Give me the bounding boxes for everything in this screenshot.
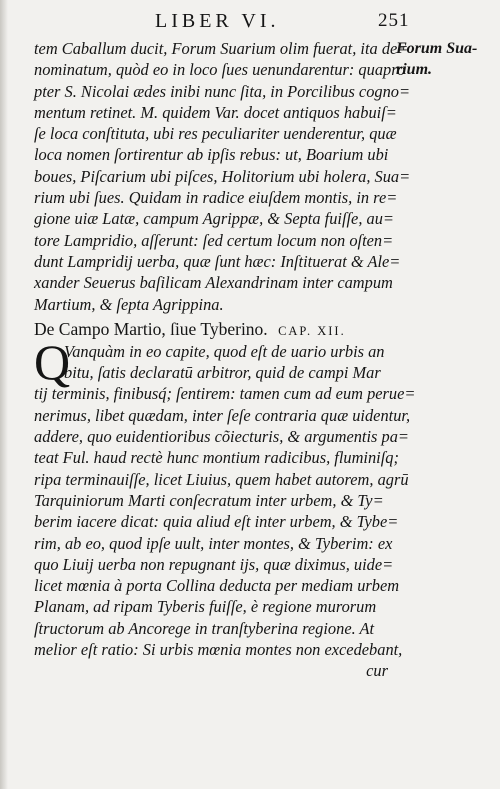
text-line: bitu, ſatis declaratū arbitror, quid de campi Mar — [64, 363, 381, 383]
chapter-heading — [34, 317, 390, 341]
margin-note-line: Forum Sua- — [396, 40, 478, 57]
text-line: boues, Piſcarium ubi piſces, Holitorium ubi holera, Sua= — [34, 166, 411, 186]
text-line: quo Liuij uerba non repugnant ijs, quæ diximus, uide= — [34, 554, 394, 574]
text-line: dunt Lampridij uerba, quæ ſunt hæc: Inſtituerat & Ale= — [34, 251, 401, 271]
text-line: Tarquiniorum Marti conſecratum inter urbem, & Ty= — [34, 490, 384, 510]
catchword: cur — [366, 661, 388, 681]
text-line: tem Caballum ducit, Forum Suarium olim fuerat, ita de= — [34, 39, 409, 58]
text-line: rium ubi ſues. Quidam in radice eiuſdem montis, in re= — [34, 188, 398, 208]
text-line: ripa terminauiſſe, licet Liuius, quem habet autorem, agrū — [34, 469, 409, 489]
running-title: LIBER VI. — [155, 10, 280, 32]
text-line: mentum retinet. M. quidem Var. docet antiquos habuiſ= — [34, 102, 397, 122]
page-number: 251 — [378, 10, 410, 31]
text-line: tore Lampridio, aſſerunt: ſed certum locum non oſten= — [34, 230, 394, 250]
page-edge-shadow — [0, 0, 8, 789]
text-line: Vanquàm in eo capite, quod eſt de uario urbis an — [64, 341, 385, 361]
text-line: licet mœnia à porta Collina deducta per mediam urbem — [34, 576, 400, 596]
margin-note-line: rium. — [396, 61, 433, 79]
text-line: loca nomen ſortirentur ab ipſis rebus: ut, Boarium ubi — [34, 145, 389, 165]
text-line: rim, ab eo, quod ipſe uult, inter montes, & Tyberim: ex — [34, 533, 393, 553]
chapter-heading-title: De Campo Martio, ſiue Tyberino. — [34, 318, 268, 339]
chapter-number: CAP. XII. — [278, 323, 346, 338]
text-line: berim iacere dicat: quia aliud eſt inter urbem, & Tybe= — [34, 512, 399, 532]
text-line: xander Seuerus baſilicam Alexandrinam inter campum — [34, 273, 393, 293]
text-line: nominatum, quòd eo in loco ſues uenundarentur: quapro — [34, 60, 406, 80]
body-text — [34, 38, 416, 682]
running-head — [0, 10, 500, 36]
drop-cap: Q — [34, 333, 71, 390]
text-line: pter S. Nicolai ædes inibi nunc ſita, in Porcilibus cogno= — [34, 81, 411, 101]
text-line: tij terminis, finibusq́; ſentirem: tamen cum ad eum perue= — [34, 384, 416, 404]
text-line: ſe loca conſtituta, ubi res peculiariter uenderentur, quæ — [34, 124, 397, 144]
chapter-opening — [34, 333, 390, 390]
text-line: teat Ful. haud rectè hunc montium radicibus, fluminiſq; — [34, 448, 399, 468]
text-line: nerimus, libet quædam, inter ſeſe contraria quæ uidentur, — [34, 405, 411, 425]
margin-note — [396, 38, 477, 81]
text-line: melior eſt ratio: Si urbis mœnia montes non excedebant, — [34, 640, 403, 660]
text-line: Martium, & ſepta Agrippina. — [34, 294, 224, 314]
text-line: ſtructorum ab Ancorege in tranſtyberina regione. At — [34, 618, 375, 638]
text-line: Planam, ad ripam Tyberis fuiſſe, è regione murorum — [34, 597, 377, 617]
text-line: gione uiæ Latæ, campum Agrippæ, & Septa fuiſſe, au= — [34, 209, 394, 229]
text-line: addere, quo euidentioribus cõiecturis, & argumentis pa= — [34, 427, 409, 447]
